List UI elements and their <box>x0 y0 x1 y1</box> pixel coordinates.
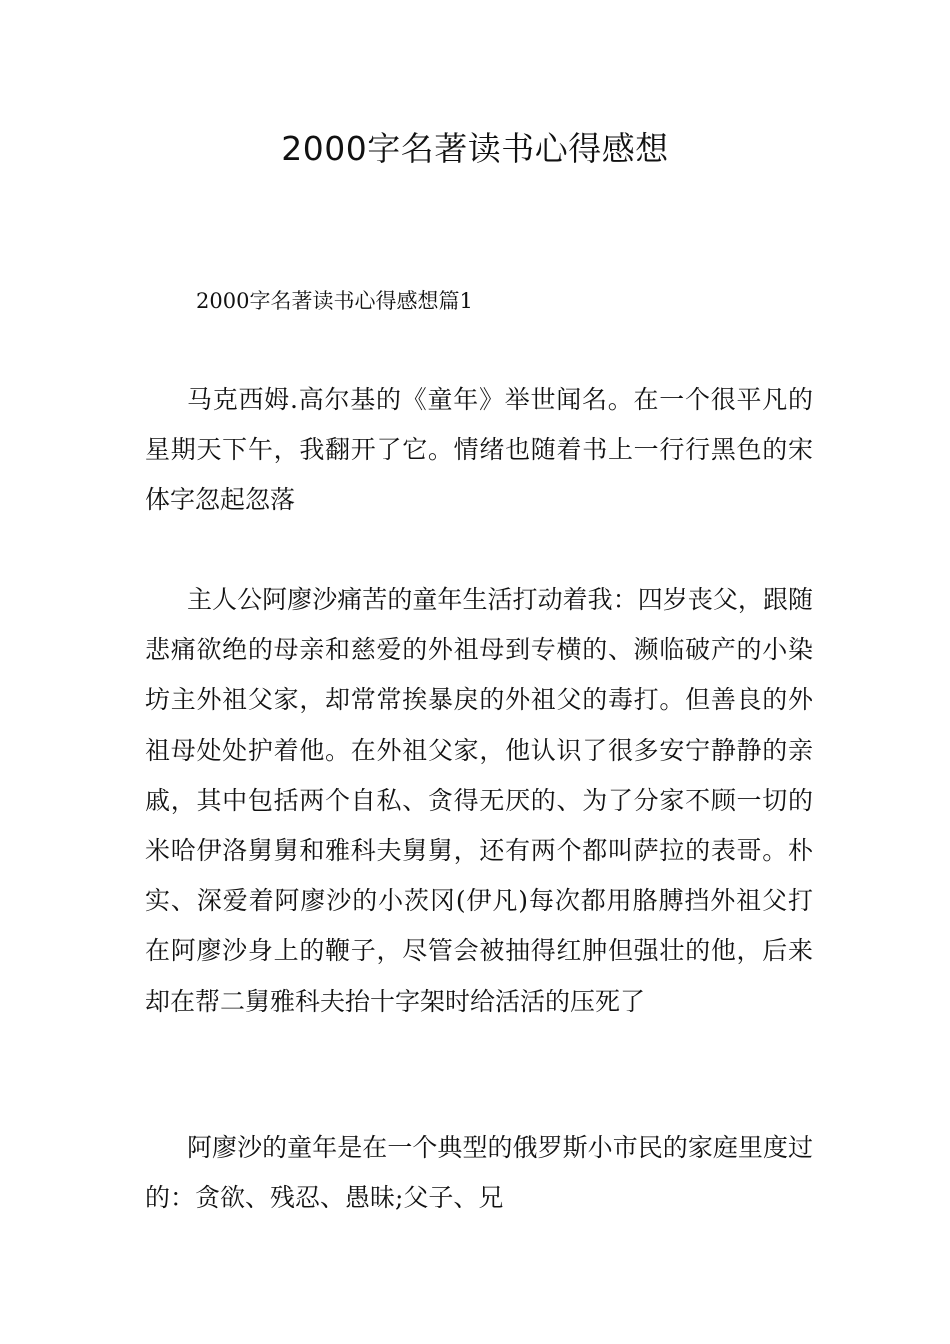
document-title: 2000字名著读书心得感想 <box>281 129 669 168</box>
paragraph-2: 主人公阿廖沙痛苦的童年生活打动着我：四岁丧父，跟随悲痛欲绝的母亲和慈爱的外祖母到专横的、濒临破产的小染坊主外祖父家，却常常挨暴戾的外祖父的毒打。但善良的外祖母处处护着他。在外祖父家，他认识了很多安宁静静的亲戚，其中包括两个自私、贪得无厌的、为了分家不顾一切的米哈伊洛舅舅和雅科夫舅舅，还有两个都叫萨拉的表哥。朴实、深爱着阿廖沙的小茨冈(伊凡)每次都用胳膊挡外祖父打在阿廖沙身上的鞭子，尽管会被抽得红肿但强壮的他，后来却在帮二舅雅科夫抬十字架时给活活的压死了 <box>145 585 813 1016</box>
section-heading: 2000字名著读书心得感想篇1 <box>196 289 473 313</box>
paragraph-3: 阿廖沙的童年是在一个典型的俄罗斯小市民的家庭里度过的：贪欲、残忍、愚昧;父子、兄 <box>145 1133 813 1213</box>
paragraph-1: 马克西姆.高尔基的《童年》举世闻名。在一个很平凡的星期天下午，我翻开了它。情绪也随着书上一行行黑色的宋体字忽起忽落 <box>145 385 813 515</box>
